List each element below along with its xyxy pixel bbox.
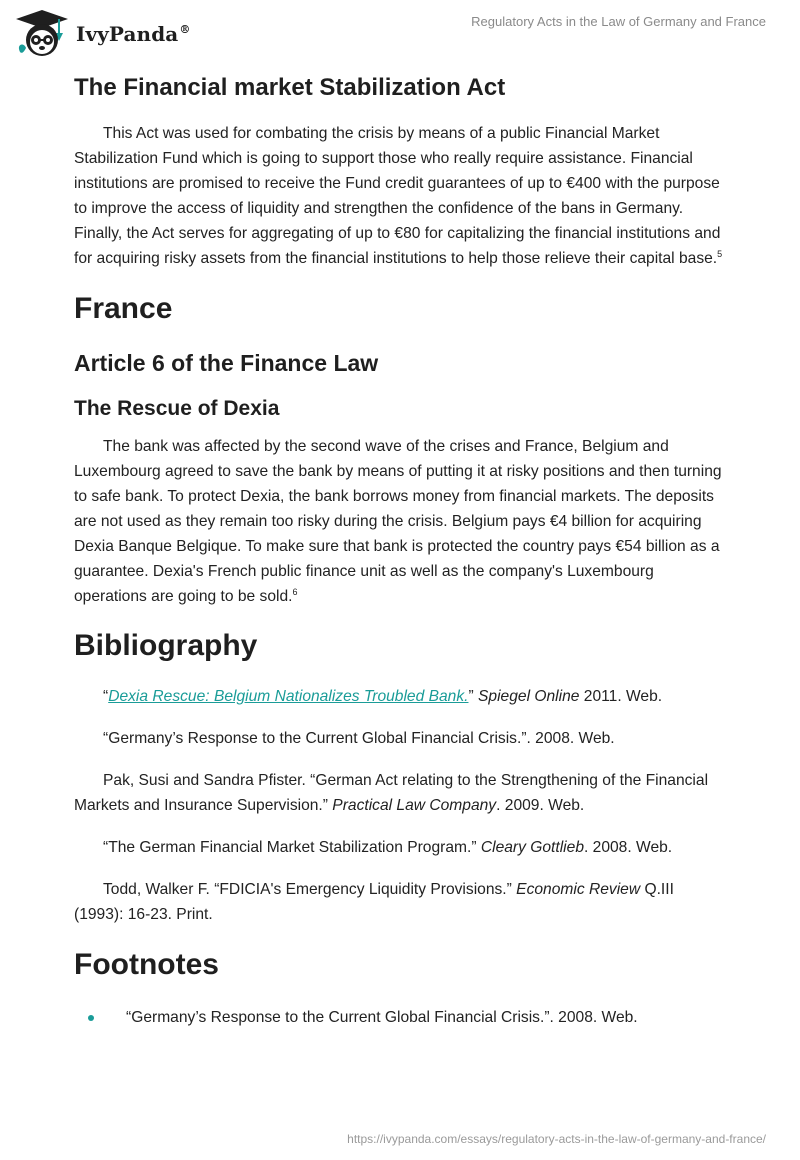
section-heading-bibliography: Bibliography — [74, 629, 258, 662]
bullet-icon — [88, 1015, 94, 1021]
bibliography-link[interactable]: Dexia Rescue: Belgium Nationalizes Troubled Bank. — [108, 688, 469, 705]
bibliography-list — [74, 684, 726, 927]
footnote-ref-6[interactable]: 6 — [292, 586, 298, 597]
page-header — [0, 0, 800, 66]
document-title: Regulatory Acts in the Law of Germany and France — [471, 14, 766, 29]
brand-logo[interactable] — [14, 8, 190, 60]
section-heading-fmsa: The Financial market Stabilization Act — [74, 74, 506, 101]
section-heading-footnotes: Footnotes — [74, 948, 219, 981]
bibliography-entry: “Germany’s Response to the Current Global Financial Crisis.”. 2008. Web. — [103, 730, 615, 747]
fmsa-paragraph: This Act was used for combating the crisis by means of a public Financial Market Stabilization Fund which is going to support those who really require assistance. Financial institutions are promised to receive the Fund credit guarantees of up to €400 with the purpose to improve the access of liquidity and strengthen the confidence of the bans in Germany. Finally, the Act serves for aggregating of up to €80 for capitalizing the financial institutions and for acquiring risky assets from the financial institutions to help those relieve their capital base.$^5$ — [74, 125, 723, 267]
bibliography-entry: “Dexia Rescue: Belgium Nationalizes Troubled Bank.” Spiegel Online 2011. Web. — [103, 688, 663, 705]
panda-graduate-logo-icon — [14, 8, 70, 60]
article-content — [74, 72, 726, 1030]
footnote-ref-5[interactable]: 5 — [717, 248, 723, 259]
bibliography-entry: “The German Financial Market Stabilization Program.” Cleary Gottlieb. 2008. Web. — [103, 839, 673, 856]
footnote-item: “Germany’s Response to the Current Global Financial Crisis.”. 2008. Web. — [74, 1005, 726, 1030]
bibliography-entry: Todd, Walker F. “FDICIA's Emergency Liquidity Provisions.” Economic Review Q.III (1993): 16-23. Print. — [74, 881, 674, 923]
footnotes-list — [74, 1005, 726, 1030]
section-heading-france: France — [74, 292, 173, 325]
brand-name: IvyPanda® — [76, 22, 191, 46]
bibliography-entry: Pak, Susi and Sandra Pfister. “German Act relating to the Strengthening of the Financial Markets and Insurance Supervision.” Practical Law Company. 2009. Web. — [74, 772, 709, 814]
dexia-paragraph: The bank was affected by the second wave of the crises and France, Belgium and Luxembourg agreed to save the bank by means of putting it at risky positions and then turning to safe bank. To protect Dexia, the bank borrows money from financial markets. The deposits are not used as they remain too risky during the crisis. Belgium pays €4 billion for acquiring Dexia Banque Belgique. To make sure that bank is protected the country pays €54 billion as a guarantee. Dexia's French public finance unit as well as the company's Luxembourg operations are going to be sold.$^6$ — [74, 438, 722, 605]
section-heading-dexia: The Rescue of Dexia — [74, 397, 280, 420]
section-heading-article6: Article 6 of the Finance Law — [74, 350, 379, 376]
footer-url[interactable]: https://ivypanda.com/essays/regulatory-acts-in-the-law-of-germany-and-france/ — [347, 1132, 766, 1146]
